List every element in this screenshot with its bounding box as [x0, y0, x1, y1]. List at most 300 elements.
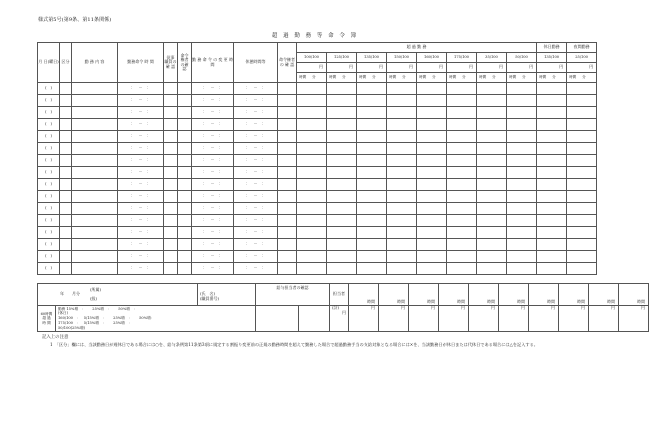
table-cell[interactable]	[477, 251, 507, 263]
table-cell[interactable]	[567, 251, 597, 263]
table-cell[interactable]	[447, 215, 477, 227]
table-cell[interactable]	[178, 239, 192, 251]
break-time-cell[interactable]: ： － ：	[234, 107, 278, 119]
table-cell[interactable]	[278, 227, 297, 239]
table-cell[interactable]	[164, 95, 178, 107]
table-cell[interactable]	[178, 179, 192, 191]
break-time-cell[interactable]: ： － ：	[234, 83, 278, 95]
table-cell[interactable]	[387, 107, 417, 119]
table-cell[interactable]	[72, 95, 118, 107]
table-cell[interactable]	[507, 95, 537, 107]
table-cell[interactable]	[507, 179, 537, 191]
table-cell[interactable]	[164, 227, 178, 239]
table-cell[interactable]	[60, 227, 72, 239]
table-cell[interactable]	[447, 251, 477, 263]
table-cell[interactable]	[417, 263, 447, 275]
table-cell[interactable]	[297, 263, 327, 275]
table-cell[interactable]	[72, 215, 118, 227]
table-cell[interactable]	[417, 179, 447, 191]
table-cell[interactable]	[447, 95, 477, 107]
table-cell[interactable]	[357, 191, 387, 203]
table-cell[interactable]	[60, 119, 72, 131]
order-time-cell[interactable]: ： － ：	[118, 191, 164, 203]
table-cell[interactable]	[387, 203, 417, 215]
row-marker[interactable]: ( )	[38, 167, 60, 179]
table-cell[interactable]	[387, 227, 417, 239]
break-time-cell[interactable]: ： － ：	[234, 191, 278, 203]
table-cell[interactable]	[387, 167, 417, 179]
table-cell[interactable]	[278, 95, 297, 107]
table-cell[interactable]	[297, 179, 327, 191]
table-cell[interactable]	[537, 119, 567, 131]
table-cell[interactable]	[60, 191, 72, 203]
table-cell[interactable]	[327, 83, 357, 95]
change-time-cell[interactable]: ： － ：	[192, 107, 234, 119]
order-time-cell[interactable]: ： － ：	[118, 215, 164, 227]
order-time-cell[interactable]: ： － ：	[118, 131, 164, 143]
table-cell[interactable]	[567, 239, 597, 251]
table-cell[interactable]	[567, 263, 597, 275]
table-cell[interactable]	[178, 215, 192, 227]
table-cell[interactable]	[297, 227, 327, 239]
table-cell[interactable]	[327, 95, 357, 107]
table-cell[interactable]	[387, 119, 417, 131]
table-cell[interactable]	[507, 251, 537, 263]
table-cell[interactable]	[447, 143, 477, 155]
table-cell[interactable]	[297, 83, 327, 95]
table-cell[interactable]	[72, 119, 118, 131]
table-cell[interactable]	[567, 155, 597, 167]
table-cell[interactable]	[60, 203, 72, 215]
table-cell[interactable]	[567, 131, 597, 143]
table-cell[interactable]	[297, 191, 327, 203]
table-cell[interactable]	[327, 263, 357, 275]
table-cell[interactable]	[357, 239, 387, 251]
table-cell[interactable]	[357, 179, 387, 191]
table-cell[interactable]	[278, 155, 297, 167]
table-cell[interactable]	[60, 215, 72, 227]
table-cell[interactable]	[417, 203, 447, 215]
table-cell[interactable]	[327, 167, 357, 179]
change-time-cell[interactable]: ： － ：	[192, 143, 234, 155]
table-cell[interactable]	[72, 203, 118, 215]
change-time-cell[interactable]: ： － ：	[192, 215, 234, 227]
table-cell[interactable]	[357, 131, 387, 143]
table-cell[interactable]	[537, 95, 567, 107]
break-time-cell[interactable]: ： － ：	[234, 155, 278, 167]
table-cell[interactable]	[357, 119, 387, 131]
table-cell[interactable]	[417, 107, 447, 119]
table-cell[interactable]	[327, 119, 357, 131]
table-cell[interactable]	[164, 119, 178, 131]
table-cell[interactable]	[357, 155, 387, 167]
break-time-cell[interactable]: ： － ：	[234, 119, 278, 131]
row-marker[interactable]: ( )	[38, 155, 60, 167]
table-cell[interactable]	[278, 179, 297, 191]
table-cell[interactable]	[164, 167, 178, 179]
table-cell[interactable]	[278, 83, 297, 95]
table-cell[interactable]	[327, 155, 357, 167]
table-cell[interactable]	[178, 95, 192, 107]
table-cell[interactable]	[297, 119, 327, 131]
table-cell[interactable]	[477, 119, 507, 131]
table-cell[interactable]	[178, 251, 192, 263]
break-time-cell[interactable]: ： － ：	[234, 179, 278, 191]
table-cell[interactable]	[357, 203, 387, 215]
table-cell[interactable]	[164, 263, 178, 275]
table-cell[interactable]	[164, 203, 178, 215]
row-marker[interactable]: ( )	[38, 107, 60, 119]
table-cell[interactable]	[567, 107, 597, 119]
table-cell[interactable]	[507, 83, 537, 95]
table-cell[interactable]	[417, 143, 447, 155]
order-time-cell[interactable]: ： － ：	[118, 95, 164, 107]
table-cell[interactable]	[327, 215, 357, 227]
break-time-cell[interactable]: ： － ：	[234, 167, 278, 179]
table-cell[interactable]	[278, 215, 297, 227]
table-cell[interactable]	[417, 227, 447, 239]
row-marker[interactable]: ( )	[38, 203, 60, 215]
table-cell[interactable]	[297, 167, 327, 179]
table-cell[interactable]	[72, 131, 118, 143]
table-cell[interactable]	[60, 251, 72, 263]
table-cell[interactable]	[327, 203, 357, 215]
table-cell[interactable]	[178, 167, 192, 179]
table-cell[interactable]	[164, 131, 178, 143]
table-cell[interactable]	[60, 155, 72, 167]
table-cell[interactable]	[537, 131, 567, 143]
table-cell[interactable]	[387, 215, 417, 227]
table-cell[interactable]	[447, 107, 477, 119]
order-time-cell[interactable]: ： － ：	[118, 263, 164, 275]
table-cell[interactable]	[357, 215, 387, 227]
table-cell[interactable]	[447, 119, 477, 131]
table-cell[interactable]	[72, 191, 118, 203]
order-time-cell[interactable]: ： － ：	[118, 155, 164, 167]
table-cell[interactable]	[327, 131, 357, 143]
table-cell[interactable]	[278, 167, 297, 179]
row-marker[interactable]: ( )	[38, 227, 60, 239]
order-time-cell[interactable]: ： － ：	[118, 203, 164, 215]
change-time-cell[interactable]: ： － ：	[192, 155, 234, 167]
table-cell[interactable]	[537, 239, 567, 251]
table-cell[interactable]	[417, 83, 447, 95]
break-time-cell[interactable]: ： － ：	[234, 227, 278, 239]
table-cell[interactable]	[447, 239, 477, 251]
table-cell[interactable]	[327, 143, 357, 155]
table-cell[interactable]	[477, 131, 507, 143]
order-time-cell[interactable]: ： － ：	[118, 119, 164, 131]
table-cell[interactable]	[447, 263, 477, 275]
row-marker[interactable]: ( )	[38, 215, 60, 227]
table-cell[interactable]	[278, 203, 297, 215]
table-cell[interactable]	[477, 239, 507, 251]
table-cell[interactable]	[164, 143, 178, 155]
break-time-cell[interactable]: ： － ：	[234, 239, 278, 251]
table-cell[interactable]	[178, 191, 192, 203]
table-cell[interactable]	[477, 95, 507, 107]
row-marker[interactable]: ( )	[38, 131, 60, 143]
change-time-cell[interactable]: ： － ：	[192, 179, 234, 191]
table-cell[interactable]	[537, 203, 567, 215]
table-cell[interactable]	[327, 179, 357, 191]
table-cell[interactable]	[417, 239, 447, 251]
table-cell[interactable]	[537, 167, 567, 179]
table-cell[interactable]	[417, 155, 447, 167]
table-cell[interactable]	[507, 119, 537, 131]
table-cell[interactable]	[447, 191, 477, 203]
change-time-cell[interactable]: ： － ：	[192, 83, 234, 95]
row-marker[interactable]: ( )	[38, 191, 60, 203]
table-cell[interactable]	[507, 143, 537, 155]
table-cell[interactable]	[72, 227, 118, 239]
table-cell[interactable]	[387, 191, 417, 203]
table-cell[interactable]	[447, 131, 477, 143]
table-cell[interactable]	[164, 239, 178, 251]
table-cell[interactable]	[507, 107, 537, 119]
table-cell[interactable]	[357, 83, 387, 95]
table-cell[interactable]	[278, 251, 297, 263]
table-cell[interactable]	[537, 263, 567, 275]
table-cell[interactable]	[447, 83, 477, 95]
table-cell[interactable]	[417, 191, 447, 203]
table-cell[interactable]	[567, 227, 597, 239]
table-cell[interactable]	[387, 95, 417, 107]
table-cell[interactable]	[387, 131, 417, 143]
change-time-cell[interactable]: ： － ：	[192, 251, 234, 263]
table-cell[interactable]	[164, 179, 178, 191]
change-time-cell[interactable]: ： － ：	[192, 167, 234, 179]
table-cell[interactable]	[164, 251, 178, 263]
table-cell[interactable]	[297, 107, 327, 119]
break-time-cell[interactable]: ： － ：	[234, 203, 278, 215]
table-cell[interactable]	[537, 227, 567, 239]
row-marker[interactable]: ( )	[38, 251, 60, 263]
table-cell[interactable]	[178, 131, 192, 143]
order-time-cell[interactable]: ： － ：	[118, 167, 164, 179]
table-cell[interactable]	[447, 203, 477, 215]
table-cell[interactable]	[278, 263, 297, 275]
table-cell[interactable]	[507, 263, 537, 275]
table-cell[interactable]	[357, 227, 387, 239]
table-cell[interactable]	[60, 95, 72, 107]
table-cell[interactable]	[387, 239, 417, 251]
change-time-cell[interactable]: ： － ：	[192, 203, 234, 215]
row-marker[interactable]: ( )	[38, 119, 60, 131]
table-cell[interactable]	[178, 119, 192, 131]
table-cell[interactable]	[72, 83, 118, 95]
change-time-cell[interactable]: ： － ：	[192, 95, 234, 107]
order-time-cell[interactable]: ： － ：	[118, 227, 164, 239]
row-marker[interactable]: ( )	[38, 263, 60, 275]
table-cell[interactable]	[278, 143, 297, 155]
table-cell[interactable]	[387, 155, 417, 167]
order-time-cell[interactable]: ： － ：	[118, 239, 164, 251]
table-cell[interactable]	[178, 227, 192, 239]
table-cell[interactable]	[278, 107, 297, 119]
break-time-cell[interactable]: ： － ：	[234, 251, 278, 263]
table-cell[interactable]	[537, 215, 567, 227]
table-cell[interactable]	[567, 119, 597, 131]
table-cell[interactable]	[357, 143, 387, 155]
table-cell[interactable]	[178, 155, 192, 167]
table-cell[interactable]	[477, 155, 507, 167]
table-cell[interactable]	[297, 143, 327, 155]
table-cell[interactable]	[447, 179, 477, 191]
table-cell[interactable]	[164, 215, 178, 227]
table-cell[interactable]	[417, 95, 447, 107]
table-cell[interactable]	[537, 143, 567, 155]
table-cell[interactable]	[417, 251, 447, 263]
table-cell[interactable]	[477, 227, 507, 239]
table-cell[interactable]	[297, 239, 327, 251]
table-cell[interactable]	[567, 215, 597, 227]
table-cell[interactable]	[477, 179, 507, 191]
table-cell[interactable]	[537, 107, 567, 119]
table-cell[interactable]	[567, 191, 597, 203]
break-time-cell[interactable]: ： － ：	[234, 215, 278, 227]
table-cell[interactable]	[297, 95, 327, 107]
table-cell[interactable]	[387, 263, 417, 275]
table-cell[interactable]	[357, 167, 387, 179]
table-cell[interactable]	[60, 239, 72, 251]
table-cell[interactable]	[178, 203, 192, 215]
table-cell[interactable]	[178, 83, 192, 95]
table-cell[interactable]	[278, 239, 297, 251]
table-cell[interactable]	[417, 119, 447, 131]
change-time-cell[interactable]: ： － ：	[192, 191, 234, 203]
table-cell[interactable]	[417, 215, 447, 227]
table-cell[interactable]	[178, 107, 192, 119]
table-cell[interactable]	[477, 263, 507, 275]
table-cell[interactable]	[477, 215, 507, 227]
table-cell[interactable]	[477, 203, 507, 215]
table-cell[interactable]	[567, 143, 597, 155]
table-cell[interactable]	[164, 191, 178, 203]
change-time-cell[interactable]: ： － ：	[192, 263, 234, 275]
table-cell[interactable]	[507, 131, 537, 143]
table-cell[interactable]	[537, 251, 567, 263]
table-cell[interactable]	[72, 107, 118, 119]
table-cell[interactable]	[537, 83, 567, 95]
break-time-cell[interactable]: ： － ：	[234, 131, 278, 143]
table-cell[interactable]	[72, 179, 118, 191]
row-marker[interactable]: ( )	[38, 239, 60, 251]
table-cell[interactable]	[60, 179, 72, 191]
order-time-cell[interactable]: ： － ：	[118, 143, 164, 155]
table-cell[interactable]	[278, 191, 297, 203]
table-cell[interactable]	[567, 83, 597, 95]
table-cell[interactable]	[72, 155, 118, 167]
table-cell[interactable]	[567, 179, 597, 191]
table-cell[interactable]	[178, 143, 192, 155]
table-cell[interactable]	[537, 155, 567, 167]
table-cell[interactable]	[387, 83, 417, 95]
table-cell[interactable]	[60, 143, 72, 155]
table-cell[interactable]	[477, 107, 507, 119]
table-cell[interactable]	[327, 251, 357, 263]
table-cell[interactable]	[164, 107, 178, 119]
table-cell[interactable]	[178, 263, 192, 275]
break-time-cell[interactable]: ： － ：	[234, 95, 278, 107]
table-cell[interactable]	[567, 203, 597, 215]
table-cell[interactable]	[297, 155, 327, 167]
table-cell[interactable]	[537, 179, 567, 191]
table-cell[interactable]	[297, 215, 327, 227]
table-cell[interactable]	[357, 251, 387, 263]
table-cell[interactable]	[417, 131, 447, 143]
change-time-cell[interactable]: ： － ：	[192, 239, 234, 251]
change-time-cell[interactable]: ： － ：	[192, 119, 234, 131]
row-marker[interactable]: ( )	[38, 179, 60, 191]
table-cell[interactable]	[507, 191, 537, 203]
row-marker[interactable]: ( )	[38, 143, 60, 155]
table-cell[interactable]	[60, 167, 72, 179]
table-cell[interactable]	[387, 143, 417, 155]
table-cell[interactable]	[278, 131, 297, 143]
table-cell[interactable]	[327, 227, 357, 239]
change-time-cell[interactable]: ： － ：	[192, 227, 234, 239]
order-time-cell[interactable]: ： － ：	[118, 251, 164, 263]
table-cell[interactable]	[477, 191, 507, 203]
table-cell[interactable]	[537, 191, 567, 203]
table-cell[interactable]	[278, 119, 297, 131]
table-cell[interactable]	[447, 155, 477, 167]
table-cell[interactable]	[327, 191, 357, 203]
table-cell[interactable]	[507, 227, 537, 239]
break-time-cell[interactable]: ： － ：	[234, 143, 278, 155]
order-time-cell[interactable]: ： － ：	[118, 107, 164, 119]
table-cell[interactable]	[60, 83, 72, 95]
table-cell[interactable]	[507, 167, 537, 179]
row-marker[interactable]: ( )	[38, 83, 60, 95]
table-cell[interactable]	[327, 107, 357, 119]
table-cell[interactable]	[477, 83, 507, 95]
row-marker[interactable]: ( )	[38, 95, 60, 107]
table-cell[interactable]	[357, 263, 387, 275]
table-cell[interactable]	[507, 203, 537, 215]
table-cell[interactable]	[477, 143, 507, 155]
table-cell[interactable]	[507, 215, 537, 227]
table-cell[interactable]	[72, 251, 118, 263]
table-cell[interactable]	[297, 203, 327, 215]
table-cell[interactable]	[357, 95, 387, 107]
table-cell[interactable]	[60, 131, 72, 143]
table-cell[interactable]	[60, 263, 72, 275]
table-cell[interactable]	[72, 167, 118, 179]
table-cell[interactable]	[60, 107, 72, 119]
table-cell[interactable]	[327, 239, 357, 251]
table-cell[interactable]	[72, 239, 118, 251]
table-cell[interactable]	[72, 143, 118, 155]
table-cell[interactable]	[164, 155, 178, 167]
table-cell[interactable]	[387, 179, 417, 191]
table-cell[interactable]	[164, 83, 178, 95]
table-cell[interactable]	[387, 251, 417, 263]
order-time-cell[interactable]: ： － ：	[118, 179, 164, 191]
table-cell[interactable]	[297, 251, 327, 263]
table-cell[interactable]	[477, 167, 507, 179]
order-time-cell[interactable]: ： － ：	[118, 83, 164, 95]
table-cell[interactable]	[447, 227, 477, 239]
table-cell[interactable]	[567, 95, 597, 107]
table-cell[interactable]	[72, 263, 118, 275]
table-cell[interactable]	[357, 107, 387, 119]
table-cell[interactable]	[417, 167, 447, 179]
table-cell[interactable]	[507, 155, 537, 167]
break-time-cell[interactable]: ： － ：	[234, 263, 278, 275]
table-cell[interactable]	[297, 131, 327, 143]
